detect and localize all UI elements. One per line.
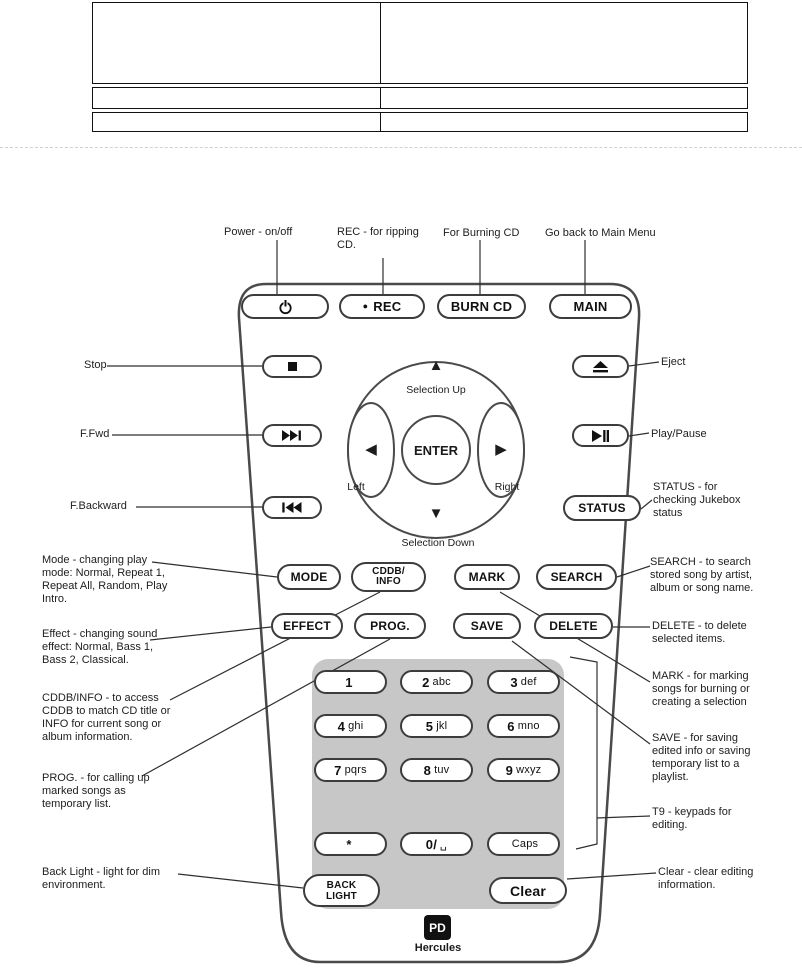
stop-button[interactable] bbox=[262, 355, 322, 378]
prog-label: PROG. bbox=[370, 619, 410, 633]
fast-forward-icon bbox=[282, 430, 302, 441]
effect-button[interactable] bbox=[271, 613, 343, 639]
status-button[interactable] bbox=[563, 495, 641, 521]
callout-delete: DELETE - to delete selected items. bbox=[652, 620, 747, 645]
dpad-down-label: Selection Down bbox=[401, 537, 475, 549]
key-digit: 9 bbox=[505, 762, 514, 778]
mode-label: MODE bbox=[290, 570, 328, 584]
key-letters: pqrs bbox=[344, 764, 367, 776]
star-key[interactable] bbox=[314, 832, 387, 856]
enter-button[interactable] bbox=[401, 415, 471, 485]
callout-ffwd: F.Fwd bbox=[80, 428, 110, 440]
dpad-right-button[interactable]: ▶ bbox=[495, 441, 507, 458]
callout-fbackward: F.Backward bbox=[70, 500, 127, 512]
dpad-right-label: Right bbox=[494, 481, 520, 493]
mark-button[interactable] bbox=[454, 564, 520, 590]
key-digit: 7 bbox=[334, 762, 342, 778]
key-letters: Caps bbox=[511, 838, 539, 850]
callout-search: SEARCH - to search stored song by artist, album or song name. bbox=[650, 556, 754, 594]
callout-effect: Effect - changing sound effect: Normal, Bass 1, Bass 2, Classical. bbox=[42, 628, 158, 666]
key-digit: 5 bbox=[425, 718, 434, 734]
keypad-panel bbox=[312, 659, 564, 909]
key-letters: abc bbox=[432, 676, 451, 688]
callout-status: STATUS - for checking Jukebox status bbox=[653, 481, 741, 519]
stop-icon bbox=[288, 362, 297, 371]
dpad-up-button[interactable]: ▲ bbox=[428, 357, 444, 374]
keypad-key-6[interactable] bbox=[487, 714, 560, 738]
keypad-key-2[interactable] bbox=[400, 670, 473, 694]
key-digit: 8 bbox=[423, 762, 432, 778]
mark-label: MARK bbox=[468, 570, 506, 584]
key-digit: 6 bbox=[507, 718, 515, 734]
key-digit: 3 bbox=[510, 674, 518, 690]
cddb-info-button[interactable] bbox=[351, 562, 426, 592]
callout-mode: Mode - changing play mode: Normal, Repeat 1, Repeat All, Random, Play Intro. bbox=[42, 554, 168, 605]
callout-clear: Clear - clear editing information. bbox=[658, 866, 754, 891]
power-icon bbox=[278, 299, 293, 315]
eject-button[interactable] bbox=[572, 355, 629, 378]
back-light-button[interactable] bbox=[303, 874, 380, 907]
callout-rec: REC - for ripping CD. bbox=[337, 226, 419, 251]
callout-cddb: CDDB/INFO - to access CDDB to match CD title or INFO for current song or album information. bbox=[42, 692, 171, 743]
callout-prog: PROG. - for calling up marked songs as temporary list. bbox=[42, 772, 150, 810]
keypad-key-5[interactable] bbox=[400, 714, 473, 738]
status-label: STATUS bbox=[578, 501, 626, 515]
record-dot-icon: ● bbox=[362, 301, 369, 311]
main-button[interactable] bbox=[549, 294, 632, 319]
key-letters: jkl bbox=[436, 720, 448, 732]
key-letters: ␣ bbox=[440, 838, 448, 851]
cddb-label-line2: INFO bbox=[376, 576, 401, 587]
rec-button[interactable] bbox=[339, 294, 425, 319]
clear-button[interactable] bbox=[489, 877, 567, 904]
key-letters: ghi bbox=[348, 720, 364, 732]
callout-main: Go back to Main Menu bbox=[545, 227, 656, 239]
enter-label: ENTER bbox=[413, 442, 459, 458]
keypad-key-3[interactable] bbox=[487, 670, 560, 694]
search-button[interactable] bbox=[536, 564, 617, 590]
back-light-label-line2: LIGHT bbox=[326, 890, 357, 902]
effect-label: EFFECT bbox=[283, 619, 331, 633]
callout-stop: Stop bbox=[84, 359, 107, 371]
prog-button[interactable] bbox=[354, 613, 426, 639]
burn-cd-button[interactable] bbox=[437, 294, 526, 319]
callout-power: Power - on/off bbox=[224, 226, 293, 238]
keypad-key-4[interactable] bbox=[314, 714, 387, 738]
keypad-key-8[interactable] bbox=[400, 758, 473, 782]
rec-label: REC bbox=[373, 299, 402, 314]
cddb-label-line1: CDDB/ bbox=[372, 565, 405, 577]
key-letters: wxyz bbox=[516, 764, 542, 776]
back-light-label-line1: BACK bbox=[326, 879, 357, 891]
clear-label: Clear bbox=[509, 882, 547, 899]
keypad-key-7[interactable] bbox=[314, 758, 387, 782]
fast-backward-icon bbox=[282, 502, 302, 513]
fast-backward-button[interactable] bbox=[262, 496, 322, 519]
callout-mark: MARK - for marking songs for burning or creating a selection bbox=[652, 670, 750, 708]
callout-t9: T9 - keypads for editing. bbox=[652, 806, 732, 831]
callout-playpause: Play/Pause bbox=[651, 428, 707, 440]
dpad-down-button[interactable]: ▼ bbox=[428, 505, 444, 522]
key-digit: 4 bbox=[337, 718, 346, 734]
power-button[interactable] bbox=[241, 294, 329, 319]
key-digit: 1 bbox=[345, 674, 353, 690]
caps-key[interactable] bbox=[487, 832, 560, 856]
search-label: SEARCH bbox=[550, 570, 603, 584]
key-digit: * bbox=[346, 836, 352, 852]
brand-name: Hercules bbox=[414, 942, 462, 954]
play-pause-button[interactable] bbox=[572, 424, 629, 447]
delete-button[interactable] bbox=[534, 613, 613, 639]
dpad-up-label: Selection Up bbox=[406, 384, 466, 396]
dpad-left-label: Left bbox=[347, 481, 365, 493]
callout-save: SAVE - for saving edited info or saving temporary list to a playlist. bbox=[652, 732, 751, 783]
main-label: MAIN bbox=[573, 299, 608, 314]
keypad-key-1[interactable] bbox=[314, 670, 387, 694]
key-digit: 0/ bbox=[425, 836, 438, 852]
keypad-key-9[interactable] bbox=[487, 758, 560, 782]
callout-burn: For Burning CD bbox=[443, 227, 520, 239]
delete-label: DELETE bbox=[549, 619, 598, 633]
mode-button[interactable] bbox=[277, 564, 341, 590]
burn-cd-label: BURN CD bbox=[450, 299, 513, 314]
fast-forward-button[interactable] bbox=[262, 424, 322, 447]
key-letters: tuv bbox=[434, 764, 450, 776]
key-letters: def bbox=[520, 676, 537, 688]
dpad-left-button[interactable]: ◀ bbox=[365, 441, 377, 458]
save-label: SAVE bbox=[470, 619, 504, 633]
pd-logo-text: PD bbox=[429, 920, 446, 935]
callout-backlight: Back Light - light for dim environment. bbox=[42, 866, 160, 891]
key-digit: 2 bbox=[422, 674, 430, 690]
play-pause-icon bbox=[592, 430, 609, 442]
eject-icon bbox=[593, 361, 608, 373]
callout-eject: Eject bbox=[661, 356, 686, 368]
save-button[interactable] bbox=[453, 613, 521, 639]
pd-logo bbox=[424, 915, 451, 940]
zero-space-key[interactable] bbox=[400, 832, 473, 856]
key-letters: mno bbox=[517, 720, 540, 732]
